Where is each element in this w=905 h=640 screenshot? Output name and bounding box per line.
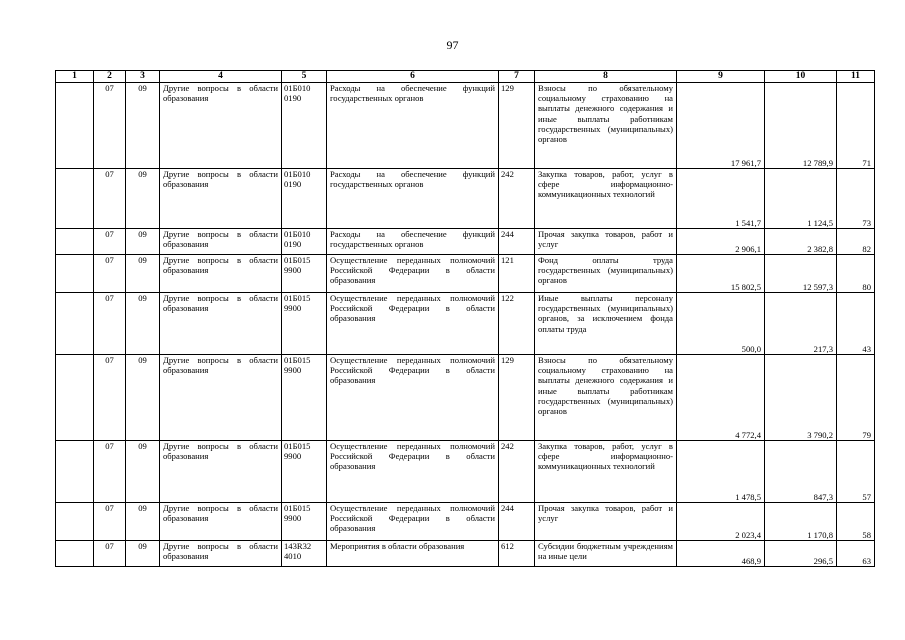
target-article-code-part-2: 9900 bbox=[284, 451, 302, 462]
cell-section: 07 bbox=[94, 83, 126, 169]
cell-percent: 71 bbox=[837, 83, 875, 169]
cell-plan: 2 906,1 bbox=[677, 229, 765, 255]
page-number: 97 bbox=[446, 38, 459, 52]
cell-target-article-name: Осуществление переданных полномочий Российской Федерации в области образования bbox=[327, 441, 499, 503]
cell-plan: 4 772,4 bbox=[677, 355, 765, 441]
header-col-2: 2 bbox=[94, 71, 126, 83]
cell-percent: 79 bbox=[837, 355, 875, 441]
cell-target-article-name: Расходы на обеспечение функций государственных органов bbox=[327, 229, 499, 255]
cell-expense-type: 244 bbox=[499, 229, 535, 255]
cell-subsection: 09 bbox=[126, 229, 160, 255]
cell-section-name: Другие вопросы в области образования bbox=[160, 441, 282, 503]
table-row bbox=[56, 169, 875, 229]
cell-section-name: Другие вопросы в области образования bbox=[160, 355, 282, 441]
cell-plan: 17 961,7 bbox=[677, 83, 765, 169]
cell-plan: 500,0 bbox=[677, 293, 765, 355]
cell-target-article-name: Осуществление переданных полномочий Российской Федерации в области образования bbox=[327, 293, 499, 355]
target-article-code-part-1: 01Б010 bbox=[284, 83, 311, 93]
target-article-code-part-1: 01Б015 bbox=[284, 441, 311, 451]
header-col-6: 6 bbox=[327, 71, 499, 83]
target-article-code-part-2: 9900 bbox=[284, 265, 302, 276]
cell-plan: 1 541,7 bbox=[677, 169, 765, 229]
cell-section: 07 bbox=[94, 355, 126, 441]
cell-actual: 217,3 bbox=[765, 293, 837, 355]
cell-section: 07 bbox=[94, 503, 126, 541]
table-row bbox=[56, 441, 875, 503]
cell-expense-type: 242 bbox=[499, 441, 535, 503]
cell-subsection: 09 bbox=[126, 169, 160, 229]
cell-expense-type: 129 bbox=[499, 83, 535, 169]
cell-col-1 bbox=[56, 541, 94, 567]
cell-percent: 80 bbox=[837, 255, 875, 293]
cell-target-article-name: Осуществление переданных полномочий Российской Федерации в области образования bbox=[327, 355, 499, 441]
cell-target-article bbox=[282, 293, 327, 355]
cell-plan: 468,9 bbox=[677, 541, 765, 567]
cell-subsection: 09 bbox=[126, 83, 160, 169]
cell-expense-type: 122 bbox=[499, 293, 535, 355]
cell-target-article-name: Мероприятия в области образования bbox=[327, 541, 499, 567]
cell-expense-type-name: Прочая закупка товаров, работ и услуг bbox=[535, 503, 677, 541]
cell-actual: 3 790,2 bbox=[765, 355, 837, 441]
cell-target-article bbox=[282, 503, 327, 541]
table-row bbox=[56, 83, 875, 169]
cell-actual: 12 789,9 bbox=[765, 83, 837, 169]
cell-col-1 bbox=[56, 255, 94, 293]
cell-percent: 58 bbox=[837, 503, 875, 541]
cell-actual: 847,3 bbox=[765, 441, 837, 503]
cell-target-article bbox=[282, 255, 327, 293]
cell-section: 07 bbox=[94, 229, 126, 255]
cell-expense-type-name: Закупка товаров, работ, услуг в сфере информационно-коммуникационных технологий bbox=[535, 169, 677, 229]
header-col-9: 9 bbox=[677, 71, 765, 83]
cell-percent: 43 bbox=[837, 293, 875, 355]
cell-target-article-name: Расходы на обеспечение функций государственных органов bbox=[327, 83, 499, 169]
cell-section: 07 bbox=[94, 293, 126, 355]
target-article-code-part-1: 01Б010 bbox=[284, 229, 311, 239]
cell-plan: 1 478,5 bbox=[677, 441, 765, 503]
cell-section-name: Другие вопросы в области образования bbox=[160, 503, 282, 541]
cell-subsection: 09 bbox=[126, 503, 160, 541]
cell-target-article-name: Расходы на обеспечение функций государственных органов bbox=[327, 169, 499, 229]
header-col-3: 3 bbox=[126, 71, 160, 83]
table-row bbox=[56, 293, 875, 355]
cell-section: 07 bbox=[94, 441, 126, 503]
cell-plan: 2 023,4 bbox=[677, 503, 765, 541]
cell-expense-type: 121 bbox=[499, 255, 535, 293]
target-article-code-part-2: 0190 bbox=[284, 239, 302, 250]
header-col-5: 5 bbox=[282, 71, 327, 83]
cell-actual: 12 597,3 bbox=[765, 255, 837, 293]
target-article-code-part-1: 01Б015 bbox=[284, 355, 311, 365]
budget-table bbox=[55, 70, 875, 567]
cell-subsection: 09 bbox=[126, 355, 160, 441]
target-article-code-part-1: 01Б010 bbox=[284, 169, 311, 179]
cell-target-article bbox=[282, 541, 327, 567]
cell-subsection: 09 bbox=[126, 441, 160, 503]
cell-actual: 2 382,8 bbox=[765, 229, 837, 255]
cell-section-name: Другие вопросы в области образования bbox=[160, 255, 282, 293]
cell-target-article bbox=[282, 355, 327, 441]
cell-section: 07 bbox=[94, 255, 126, 293]
target-article-code-part-1: 01Б015 bbox=[284, 255, 311, 265]
cell-expense-type-name: Иные выплаты персоналу государственных (муниципальных) органов, за исключением фонда оплаты труда bbox=[535, 293, 677, 355]
cell-col-1 bbox=[56, 355, 94, 441]
table-row bbox=[56, 503, 875, 541]
cell-expense-type-name: Фонд оплаты труда государственных (муниципальных) органов bbox=[535, 255, 677, 293]
cell-expense-type-name: Взносы по обязательному социальному страхованию на выплаты денежного содержания и иные выплаты работникам государственных (муниципальных) органов bbox=[535, 83, 677, 169]
cell-section-name: Другие вопросы в области образования bbox=[160, 229, 282, 255]
header-col-10: 10 bbox=[765, 71, 837, 83]
target-article-code-part-2: 0190 bbox=[284, 179, 302, 190]
cell-expense-type: 244 bbox=[499, 503, 535, 541]
cell-col-1 bbox=[56, 83, 94, 169]
cell-target-article bbox=[282, 169, 327, 229]
table-row bbox=[56, 355, 875, 441]
cell-expense-type: 129 bbox=[499, 355, 535, 441]
cell-section-name: Другие вопросы в области образования bbox=[160, 83, 282, 169]
cell-percent: 82 bbox=[837, 229, 875, 255]
cell-target-article-name: Осуществление переданных полномочий Российской Федерации в области образования bbox=[327, 503, 499, 541]
header-col-4: 4 bbox=[160, 71, 282, 83]
cell-target-article bbox=[282, 441, 327, 503]
cell-section: 07 bbox=[94, 169, 126, 229]
cell-target-article-name: Осуществление переданных полномочий Российской Федерации в области образования bbox=[327, 255, 499, 293]
cell-percent: 63 bbox=[837, 541, 875, 567]
target-article-code-part-2: 0190 bbox=[284, 93, 302, 104]
cell-target-article bbox=[282, 83, 327, 169]
cell-col-1 bbox=[56, 229, 94, 255]
cell-section-name: Другие вопросы в области образования bbox=[160, 293, 282, 355]
cell-col-1 bbox=[56, 441, 94, 503]
target-article-code-part-1: 01Б015 bbox=[284, 293, 311, 303]
cell-expense-type-name: Закупка товаров, работ, услуг в сфере информационно-коммуникационных технологий bbox=[535, 441, 677, 503]
cell-actual: 1 170,8 bbox=[765, 503, 837, 541]
cell-percent: 57 bbox=[837, 441, 875, 503]
cell-col-1 bbox=[56, 169, 94, 229]
table-row bbox=[56, 229, 875, 255]
target-article-code-part-2: 9900 bbox=[284, 513, 302, 524]
cell-section: 07 bbox=[94, 541, 126, 567]
target-article-code-part-1: 143R32 bbox=[284, 541, 312, 551]
header-row bbox=[56, 71, 875, 83]
cell-expense-type-name: Взносы по обязательному социальному страхованию на выплаты денежного содержания и иные выплаты работникам государственных (муниципальных) органов bbox=[535, 355, 677, 441]
cell-percent: 73 bbox=[837, 169, 875, 229]
target-article-code-part-2: 4010 bbox=[284, 551, 302, 562]
header-col-11: 11 bbox=[837, 71, 875, 83]
cell-subsection: 09 bbox=[126, 255, 160, 293]
cell-plan: 15 802,5 bbox=[677, 255, 765, 293]
header-col-1: 1 bbox=[56, 71, 94, 83]
header-col-7: 7 bbox=[499, 71, 535, 83]
cell-actual: 296,5 bbox=[765, 541, 837, 567]
target-article-code-part-1: 01Б015 bbox=[284, 503, 311, 513]
cell-actual: 1 124,5 bbox=[765, 169, 837, 229]
cell-col-1 bbox=[56, 503, 94, 541]
cell-subsection: 09 bbox=[126, 293, 160, 355]
cell-subsection: 09 bbox=[126, 541, 160, 567]
cell-col-1 bbox=[56, 293, 94, 355]
target-article-code-part-2: 9900 bbox=[284, 365, 302, 376]
cell-expense-type: 242 bbox=[499, 169, 535, 229]
header-col-8: 8 bbox=[535, 71, 677, 83]
table-row bbox=[56, 541, 875, 567]
cell-section-name: Другие вопросы в области образования bbox=[160, 169, 282, 229]
cell-expense-type: 612 bbox=[499, 541, 535, 567]
cell-target-article bbox=[282, 229, 327, 255]
cell-expense-type-name: Субсидии бюджетным учреждениям на иные цели bbox=[535, 541, 677, 567]
cell-section-name: Другие вопросы в области образования bbox=[160, 541, 282, 567]
target-article-code-part-2: 9900 bbox=[284, 303, 302, 314]
cell-expense-type-name: Прочая закупка товаров, работ и услуг bbox=[535, 229, 677, 255]
table-row bbox=[56, 255, 875, 293]
